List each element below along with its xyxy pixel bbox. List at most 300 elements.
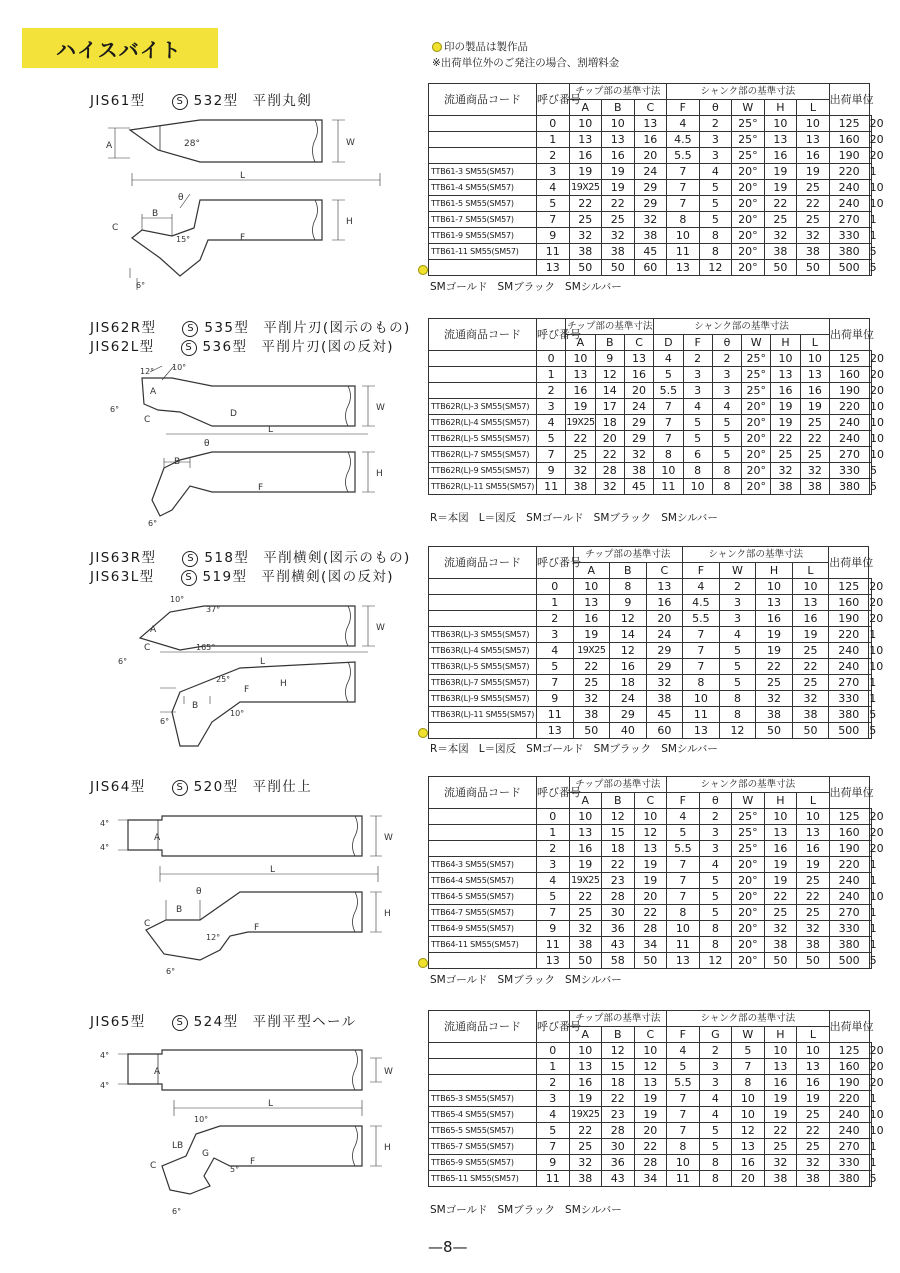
cell-value: 13 (646, 579, 683, 595)
cell-value: 34 (634, 1171, 667, 1187)
cell-product-code (429, 595, 537, 611)
cell-value: 32 (573, 691, 610, 707)
cell-value: 3 (719, 611, 756, 627)
cell-value: 11 (683, 707, 720, 723)
label-a: A (154, 1067, 161, 1077)
made-to-order-dot-icon (418, 265, 428, 275)
cell-value: 7 (667, 196, 700, 212)
s-mark-icon: S (181, 570, 197, 586)
cell-value: 36 (602, 1155, 635, 1171)
cell-value: 0 (537, 351, 566, 367)
cell-value: 19 (797, 857, 830, 873)
spec-table-jis63 (428, 546, 884, 739)
cell-value: 9 (537, 463, 566, 479)
cell-value: 11 (667, 244, 700, 260)
header-col: L (797, 1027, 830, 1043)
cell-value: 4 (537, 873, 570, 889)
cell-value: 38 (569, 937, 602, 953)
header-col: H (756, 563, 793, 579)
cell-value: 2 (719, 579, 756, 595)
cell-value: 15 (602, 1059, 635, 1075)
cell-value: 50 (797, 260, 830, 276)
cell-value: 32 (569, 1155, 602, 1171)
cell-value: 240 (829, 415, 869, 431)
cell-value: 28 (634, 1155, 667, 1171)
s-mark-icon: S (181, 340, 197, 356)
cell-value: 5 (699, 196, 732, 212)
cell-value: 5 (537, 659, 574, 675)
cell-value: 270 (829, 1139, 869, 1155)
cell-value: 12 (610, 611, 647, 627)
cell-value: 5 (699, 889, 732, 905)
cell-value: 160 (829, 595, 869, 611)
cell-value: 9 (537, 1155, 570, 1171)
header-tip-dimensions: チップ部の基準寸法 (569, 1011, 667, 1027)
table-row (429, 1075, 872, 1091)
cell-product-code: TTB65-7 SM55(SM57) (429, 1139, 537, 1155)
cell-value: 2 (537, 383, 566, 399)
label-a: A (106, 141, 113, 151)
cell-value: 10 (602, 116, 635, 132)
cell-value: 19 (771, 415, 800, 431)
label-l: L (260, 657, 266, 667)
cell-value: 1 (869, 164, 877, 178)
cell-value: 19 (634, 1091, 667, 1107)
cell-value: 10 (869, 889, 884, 903)
cell-value: 7 (667, 1107, 700, 1123)
cell-value: 16 (634, 132, 667, 148)
cell-value: 330 (829, 691, 869, 707)
cell-product-code (429, 132, 537, 148)
header-shipping-unit: 出荷単位 (829, 84, 869, 116)
cell-value: 7 (654, 431, 683, 447)
header-col: W (732, 1027, 765, 1043)
cell-value: 8 (699, 921, 732, 937)
table-row (429, 1107, 872, 1123)
cell-value: 10 (764, 116, 797, 132)
cell-value: 8 (699, 1171, 732, 1187)
table-row (429, 953, 872, 969)
cell-value: 16 (764, 1075, 797, 1091)
cell-value: 14 (610, 627, 647, 643)
header-col: L (797, 100, 830, 116)
cell-value: 10 (869, 180, 884, 194)
label-theta: θ (196, 887, 202, 897)
cell-value: 5 (699, 212, 732, 228)
cell-product-code (429, 723, 537, 739)
cell-value: 13 (537, 260, 570, 276)
cell-value: 34 (634, 937, 667, 953)
cell-value: 5 (537, 1123, 570, 1139)
cell-value: 13 (569, 132, 602, 148)
cell-value: 12 (602, 1043, 635, 1059)
cell-product-code (429, 260, 537, 276)
cell-value: 11 (537, 937, 570, 953)
cell-value: 0 (537, 1043, 570, 1059)
table-row (429, 707, 872, 723)
table-header-row (429, 547, 872, 563)
cell-value: 22 (595, 447, 624, 463)
cell-value: 1 (869, 675, 877, 689)
cell-value: 32 (764, 921, 797, 937)
cell-value: 29 (624, 431, 653, 447)
cell-value: 25 (764, 905, 797, 921)
header-col: H (764, 100, 797, 116)
cell-value: 7 (667, 180, 700, 196)
cell-value: 4 (719, 627, 756, 643)
label-l: L (270, 865, 276, 875)
cell-product-code: TTB65-4 SM55(SM57) (429, 1107, 537, 1123)
table-row (429, 1139, 872, 1155)
cell-value: 11 (667, 937, 700, 953)
cell-value: 500 (829, 260, 869, 276)
cell-value: 0 (537, 116, 570, 132)
table-footnote: SMゴールド SMブラック SMシルバー (430, 974, 622, 986)
cell-value: 190 (829, 841, 869, 857)
cell-value: 7 (667, 164, 700, 180)
cell-value: 5.5 (667, 1075, 700, 1091)
table-row (429, 244, 872, 260)
cell-value: 25 (569, 1139, 602, 1155)
s-mark-icon: S (172, 1015, 188, 1031)
table-row (429, 873, 872, 889)
cell-value: 12 (634, 1059, 667, 1075)
header-col: H (764, 793, 797, 809)
cell-value: 28 (602, 1123, 635, 1139)
header-col: B (610, 563, 647, 579)
cell-value: 20 (869, 116, 884, 130)
cell-value: 20° (732, 244, 765, 260)
cell-value: 11 (537, 707, 574, 723)
cell-value: 25 (797, 180, 830, 196)
cell-value: 3 (683, 383, 712, 399)
label-angle: 6° (166, 967, 176, 976)
cell-product-code: TTB63R(L)-11 SM55(SM57) (429, 707, 537, 723)
cell-product-code: TTB62R(L)-4 SM55(SM57) (429, 415, 537, 431)
cell-value: 16 (602, 148, 635, 164)
cell-value: 1 (869, 1091, 877, 1105)
cell-value: 19 (800, 399, 829, 415)
cell-value: 60 (634, 260, 667, 276)
label-w: W (384, 833, 393, 843)
cell-value: 10 (800, 351, 829, 367)
cell-value: 160 (829, 825, 869, 841)
cell-product-code: TTB61-11 SM55(SM57) (429, 244, 537, 260)
cell-value: 32 (797, 921, 830, 937)
cell-value: 4 (699, 1091, 732, 1107)
cell-value: 12 (602, 809, 635, 825)
cell-value: 10 (654, 463, 683, 479)
cell-value: 5.5 (654, 383, 683, 399)
cell-value: 20° (732, 953, 765, 969)
header-nominal-number: 呼び番号 (537, 547, 574, 579)
cell-value: 19 (634, 1107, 667, 1123)
cell-value: 19 (573, 627, 610, 643)
cell-value: 3 (719, 595, 756, 611)
cell-value: 30 (602, 1139, 635, 1155)
label-l: L (268, 1099, 274, 1109)
cell-value: 25 (797, 873, 830, 889)
cell-value: 8 (699, 1155, 732, 1171)
cell-value: 5 (869, 463, 877, 477)
label-f: F (250, 1157, 256, 1167)
cell-value: 24 (646, 627, 683, 643)
cell-value: 10 (869, 399, 884, 413)
cell-value: 22 (602, 1091, 635, 1107)
header-col: θ (699, 793, 732, 809)
cell-value: 5 (719, 675, 756, 691)
cell-value: 20 (869, 1059, 884, 1073)
cell-value: 220 (829, 857, 869, 873)
label-angle: 6° (160, 717, 170, 726)
cell-value: 10 (683, 479, 712, 495)
cell-value: 2 (537, 1075, 570, 1091)
cell-value: 20 (869, 351, 884, 365)
cell-value: 270 (829, 675, 869, 691)
header-col: L (792, 563, 829, 579)
cell-value: 16 (569, 1075, 602, 1091)
label-b: B (192, 701, 199, 711)
cell-value: 10 (792, 579, 829, 595)
cell-value: 10 (771, 351, 800, 367)
cell-value: 10 (566, 351, 595, 367)
label-angle: 12° (206, 933, 221, 942)
cell-product-code: TTB62R(L)-5 SM55(SM57) (429, 431, 537, 447)
section-title-jis64: JIS64型 S 520型 平削仕上 (90, 779, 313, 795)
cell-product-code: TTB63R(L)-3 SM55(SM57) (429, 627, 537, 643)
table-row (429, 431, 872, 447)
table-header-row (429, 319, 872, 335)
cell-value: 20 (646, 611, 683, 627)
cell-value: 38 (792, 707, 829, 723)
cell-value: 13 (624, 351, 653, 367)
cell-value: 20° (732, 164, 765, 180)
label-a: A (150, 387, 157, 397)
cell-value: 60 (646, 723, 683, 739)
table-row (429, 825, 872, 841)
header-col: F (683, 563, 720, 579)
cell-value: 13 (566, 367, 595, 383)
table-row (429, 627, 872, 643)
label-h: H (280, 679, 287, 689)
cell-value: 10 (569, 116, 602, 132)
tool-side-view (152, 452, 355, 516)
cell-value: 25° (732, 809, 765, 825)
table-row (429, 579, 872, 595)
cell-value: 16 (756, 611, 793, 627)
cell-value: 19 (764, 180, 797, 196)
header-col: F (667, 793, 700, 809)
label-a: A (154, 833, 161, 843)
cell-value: 32 (569, 228, 602, 244)
cell-value: 50 (573, 723, 610, 739)
label-angle: 6° (118, 657, 128, 666)
cell-value: 25° (742, 367, 771, 383)
cell-product-code: TTB62R(L)-11 SM55(SM57) (429, 479, 537, 495)
page-number: —8— (428, 1238, 468, 1256)
cell-value: 5 (869, 244, 877, 258)
header-tip-dimensions: チップ部の基準寸法 (566, 319, 654, 335)
cell-product-code: TTB65-5 SM55(SM57) (429, 1123, 537, 1139)
cell-product-code: TTB65-3 SM55(SM57) (429, 1091, 537, 1107)
cell-value: 32 (646, 675, 683, 691)
cell-value: 22 (797, 889, 830, 905)
cell-value: 1 (869, 937, 877, 951)
cell-value: 45 (634, 244, 667, 260)
cell-value: 58 (602, 953, 635, 969)
cell-product-code (429, 1075, 537, 1091)
cell-value: 4 (537, 415, 566, 431)
cell-value: 50 (797, 953, 830, 969)
cell-value: 30 (602, 905, 635, 921)
cell-value: 8 (683, 463, 712, 479)
label-d: D (230, 409, 237, 419)
header-shipping-unit: 出荷単位 (829, 547, 869, 579)
cell-value: 7 (654, 415, 683, 431)
header-col: C (624, 335, 653, 351)
cell-value: 36 (602, 921, 635, 937)
label-angle: 28° (184, 139, 200, 149)
cell-value: 13 (569, 825, 602, 841)
cell-value: 330 (829, 228, 869, 244)
label-c: C (144, 415, 151, 425)
cell-value: 5 (869, 260, 877, 274)
cell-value: 3 (537, 627, 574, 643)
cell-value: 14 (595, 383, 624, 399)
cell-value: 13 (537, 723, 574, 739)
cell-value: 12 (719, 723, 756, 739)
header-col: F (667, 100, 700, 116)
label-f: F (254, 923, 260, 933)
cell-value: 7 (537, 905, 570, 921)
cell-value: 10 (869, 447, 884, 461)
cell-value: 3 (699, 1075, 732, 1091)
banner-title: ハイスバイト (56, 37, 182, 62)
cell-value: 2 (712, 351, 741, 367)
table-footnote: SMゴールド SMブラック SMシルバー (430, 1204, 622, 1216)
cell-value: 8 (719, 691, 756, 707)
cell-value: 20° (732, 905, 765, 921)
cell-value: 25 (792, 675, 829, 691)
label-angle: 25° (216, 675, 231, 684)
cell-product-code (429, 579, 537, 595)
cell-value: 270 (829, 212, 869, 228)
header-product-code: 流通商品コード (429, 84, 537, 116)
header-shipping-unit: 出荷単位 (829, 319, 869, 351)
spec-table-jis64 (428, 776, 884, 969)
cell-value: 20° (742, 415, 771, 431)
cell-value: 5.5 (667, 841, 700, 857)
cell-value: 11 (537, 244, 570, 260)
header-col: B (595, 335, 624, 351)
section-banner (22, 28, 218, 68)
cell-product-code (429, 148, 537, 164)
header-col: F (667, 1027, 700, 1043)
label-b: B (174, 457, 181, 467)
cell-value: 500 (829, 953, 869, 969)
made-to-order-dot-icon (418, 728, 428, 738)
cell-value: 19 (797, 1091, 830, 1107)
cell-value: 3 (537, 399, 566, 415)
cell-value: 24 (624, 399, 653, 415)
label-c: C (144, 919, 151, 929)
cell-value: 1 (869, 873, 877, 887)
cell-product-code: TTB62R(L)-7 SM55(SM57) (429, 447, 537, 463)
header-col: A (569, 793, 602, 809)
cell-value: 5 (712, 415, 741, 431)
made-to-order-dot-icon (432, 42, 442, 52)
cell-value: 0 (537, 579, 574, 595)
cell-value: 16 (797, 148, 830, 164)
notes (432, 39, 619, 71)
table-row (429, 1059, 872, 1075)
header-col: A (569, 100, 602, 116)
cell-value: 4 (667, 116, 700, 132)
cell-value: 13 (792, 595, 829, 611)
cell-value: 7 (667, 857, 700, 873)
header-tip-dimensions: チップ部の基準寸法 (573, 547, 683, 563)
cell-value: 38 (797, 244, 830, 260)
cell-value: 16 (764, 148, 797, 164)
cell-product-code: TTB65-11 SM55(SM57) (429, 1171, 537, 1187)
table-footnote: R＝本図 L＝図反 SMゴールド SMブラック SMシルバー (430, 512, 718, 524)
cell-value: 330 (829, 463, 869, 479)
cell-value: 240 (829, 196, 869, 212)
label-c: C (112, 223, 119, 233)
cell-value: 9 (537, 228, 570, 244)
cell-value: 5 (699, 1123, 732, 1139)
header-col: B (602, 100, 635, 116)
header-col: C (646, 563, 683, 579)
cell-value: 23 (602, 873, 635, 889)
section-title-jis63: JIS63R型 S 518型 平削横剣(図示のもの) JIS63L型 S 519型 平削横剣(図の反対) (90, 550, 411, 585)
tool-top-view (140, 606, 355, 650)
cell-value: 25 (792, 643, 829, 659)
cell-value: 5 (869, 1171, 877, 1185)
cell-value: 40 (610, 723, 647, 739)
cell-value: 20° (742, 463, 771, 479)
label-angle: 4° (100, 1051, 110, 1060)
cell-value: 2 (699, 809, 732, 825)
cell-value: 270 (829, 905, 869, 921)
cell-value: 3 (699, 825, 732, 841)
header-col: G (699, 1027, 732, 1043)
cell-value: 22 (797, 196, 830, 212)
cell-value: 12 (699, 260, 732, 276)
table-row (429, 447, 872, 463)
cell-value: 16 (569, 841, 602, 857)
cell-value: 50 (792, 723, 829, 739)
cell-value: 20° (732, 857, 765, 873)
cell-value: 4 (683, 399, 712, 415)
cell-value: 10 (667, 228, 700, 244)
cell-value: 1 (869, 691, 877, 705)
label-l: L (268, 425, 274, 435)
cell-product-code (429, 1059, 537, 1075)
cell-value: 20 (634, 148, 667, 164)
cell-value: 29 (624, 415, 653, 431)
cell-value: 5 (699, 180, 732, 196)
cell-value: 32 (634, 212, 667, 228)
cell-value: 32 (797, 228, 830, 244)
cell-value: 125 (829, 116, 869, 132)
label-angle: 10° (172, 363, 187, 372)
header-product-code: 流通商品コード (429, 1011, 537, 1043)
cell-value: 240 (829, 1123, 869, 1139)
cell-value: 330 (829, 921, 869, 937)
cell-value: 9 (537, 691, 574, 707)
section-title-jis62: JIS62R型 S 535型 平削片刃(図示のもの) JIS62L型 S 536型 平削片刃(図の反対) (90, 320, 411, 355)
